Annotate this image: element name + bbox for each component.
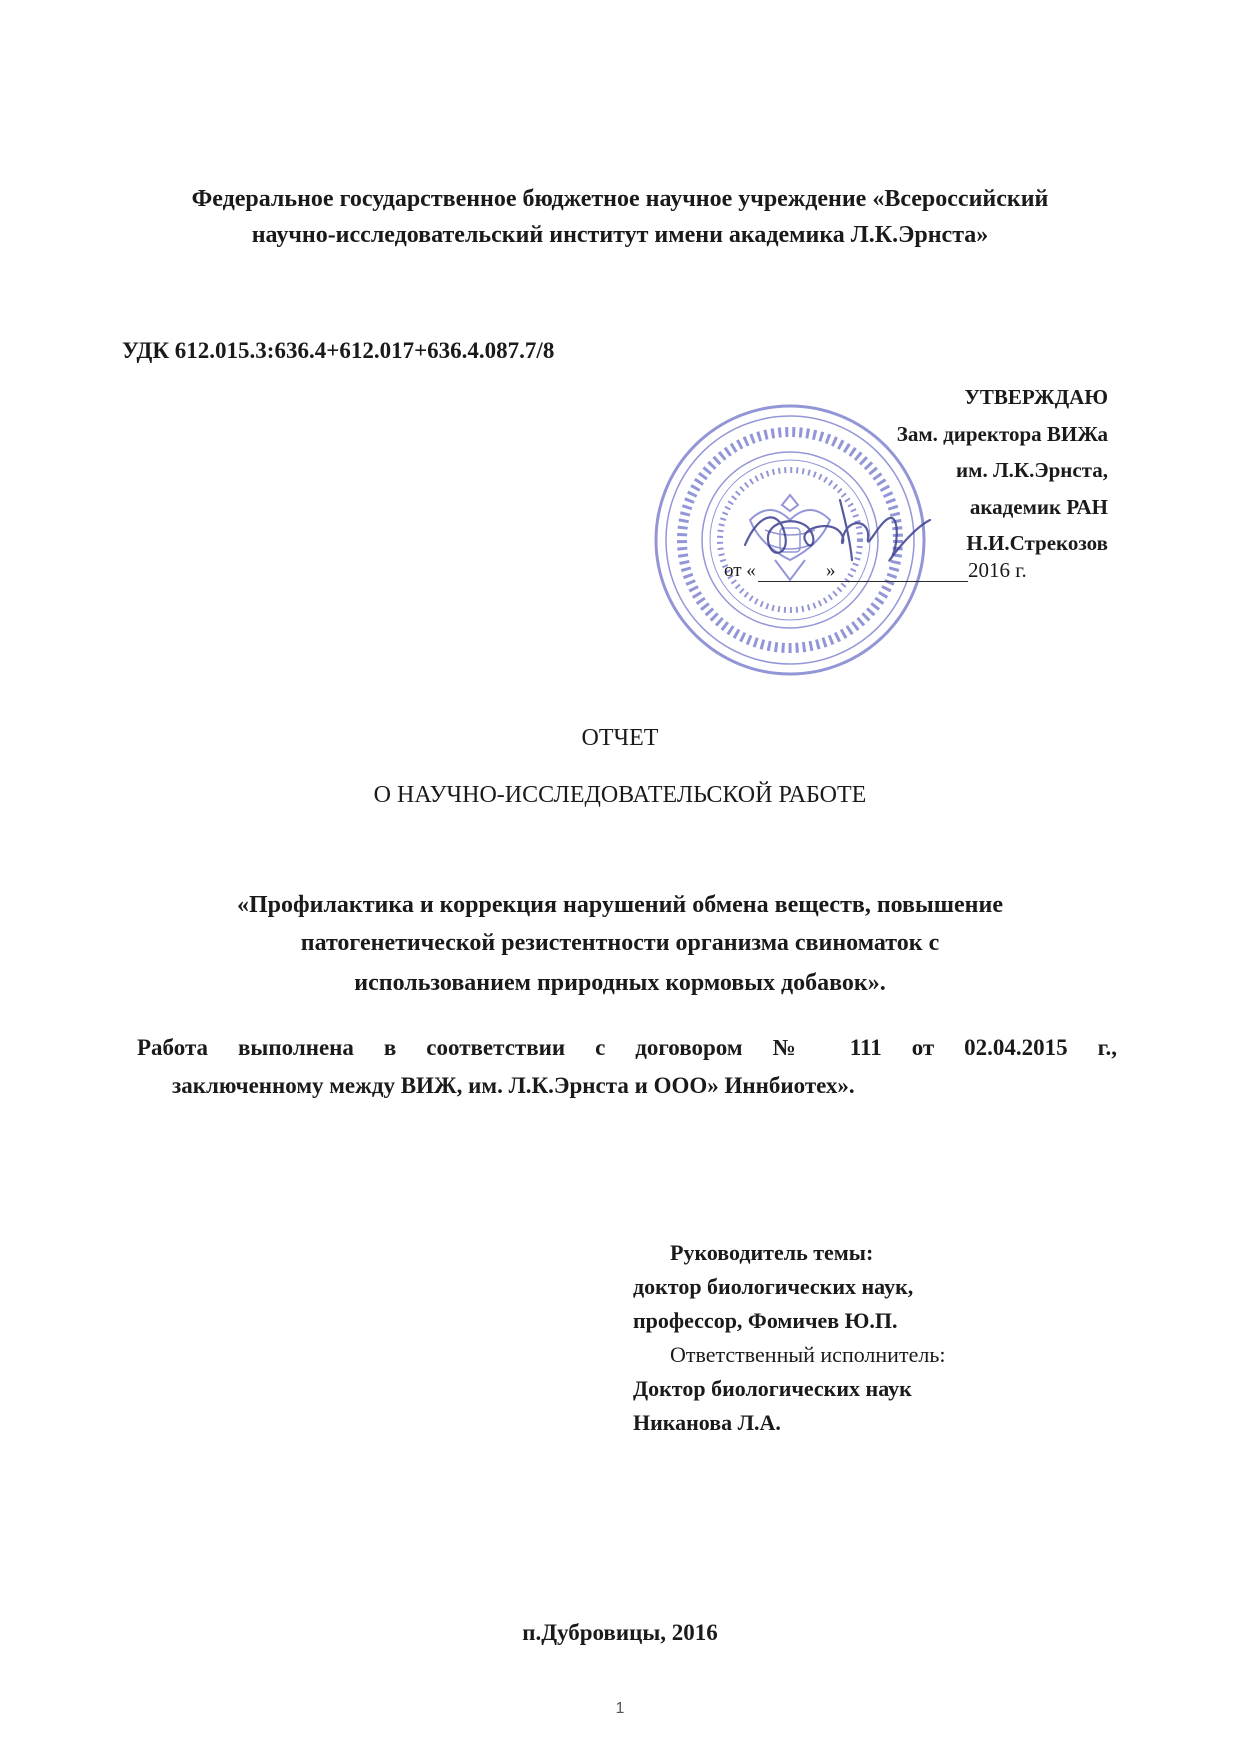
theme-line-2: патогенетической резистентности организма свиноматок с bbox=[300, 930, 940, 956]
executor-name: Никанова Л.А. bbox=[633, 1410, 781, 1435]
org-name-line-2: научно-исследовательский институт имени академика Л.К.Эрнста» bbox=[251, 222, 989, 248]
udk-code: УДК 612.015.3:636.4+612.017+636.4.087.7/8 bbox=[122, 338, 555, 363]
approval-date-prefix: от « bbox=[724, 560, 756, 581]
lead-degree: доктор биологических наук, bbox=[633, 1274, 914, 1299]
contract-line-1: Работа выполнена в соответствии с договором № 111 от 02.04.2015 г., bbox=[137, 1035, 1117, 1060]
lead-name: профессор, Фомичев Ю.П. bbox=[633, 1308, 898, 1333]
approver-rank: академик РАН bbox=[969, 495, 1108, 519]
approval-date-quote-close: » bbox=[826, 560, 836, 581]
approval-date-year: 2016 г. bbox=[968, 558, 1027, 582]
executor-degree: Доктор биологических наук bbox=[633, 1376, 912, 1401]
approver-institute: им. Л.К.Эрнста, bbox=[956, 458, 1108, 482]
approver-position: Зам. директора ВИЖа bbox=[896, 422, 1108, 446]
lead-label: Руководитель темы: bbox=[670, 1240, 874, 1265]
theme-line-3: использованием природных кормовых добавок». bbox=[354, 970, 886, 996]
executor-label: Ответственный исполнитель: bbox=[670, 1342, 946, 1367]
contract-line-2: заключенному между ВИЖ, им. Л.К.Эрнста и ООО» Иннбиотех». bbox=[172, 1073, 855, 1098]
report-title: ОТЧЕТ bbox=[581, 725, 659, 751]
theme-line-1: «Профилактика и коррекция нарушений обмена веществ, повышение bbox=[237, 892, 1003, 918]
org-name-line-1: Федеральное государственное бюджетное научное учреждение «Всероссийский bbox=[191, 186, 1049, 212]
report-subtitle: О НАУЧНО-ИССЛЕДОВАТЕЛЬСКОЙ РАБОТЕ bbox=[373, 782, 867, 808]
approval-date-blank-line bbox=[758, 581, 968, 582]
approval-title: УТВЕРЖДАЮ bbox=[964, 385, 1108, 409]
place-year: п.Дубровицы, 2016 bbox=[522, 1620, 718, 1645]
page-number: 1 bbox=[615, 1700, 625, 1717]
handwritten-signature bbox=[740, 490, 940, 570]
approver-name: Н.И.Стрекозов bbox=[966, 531, 1108, 555]
